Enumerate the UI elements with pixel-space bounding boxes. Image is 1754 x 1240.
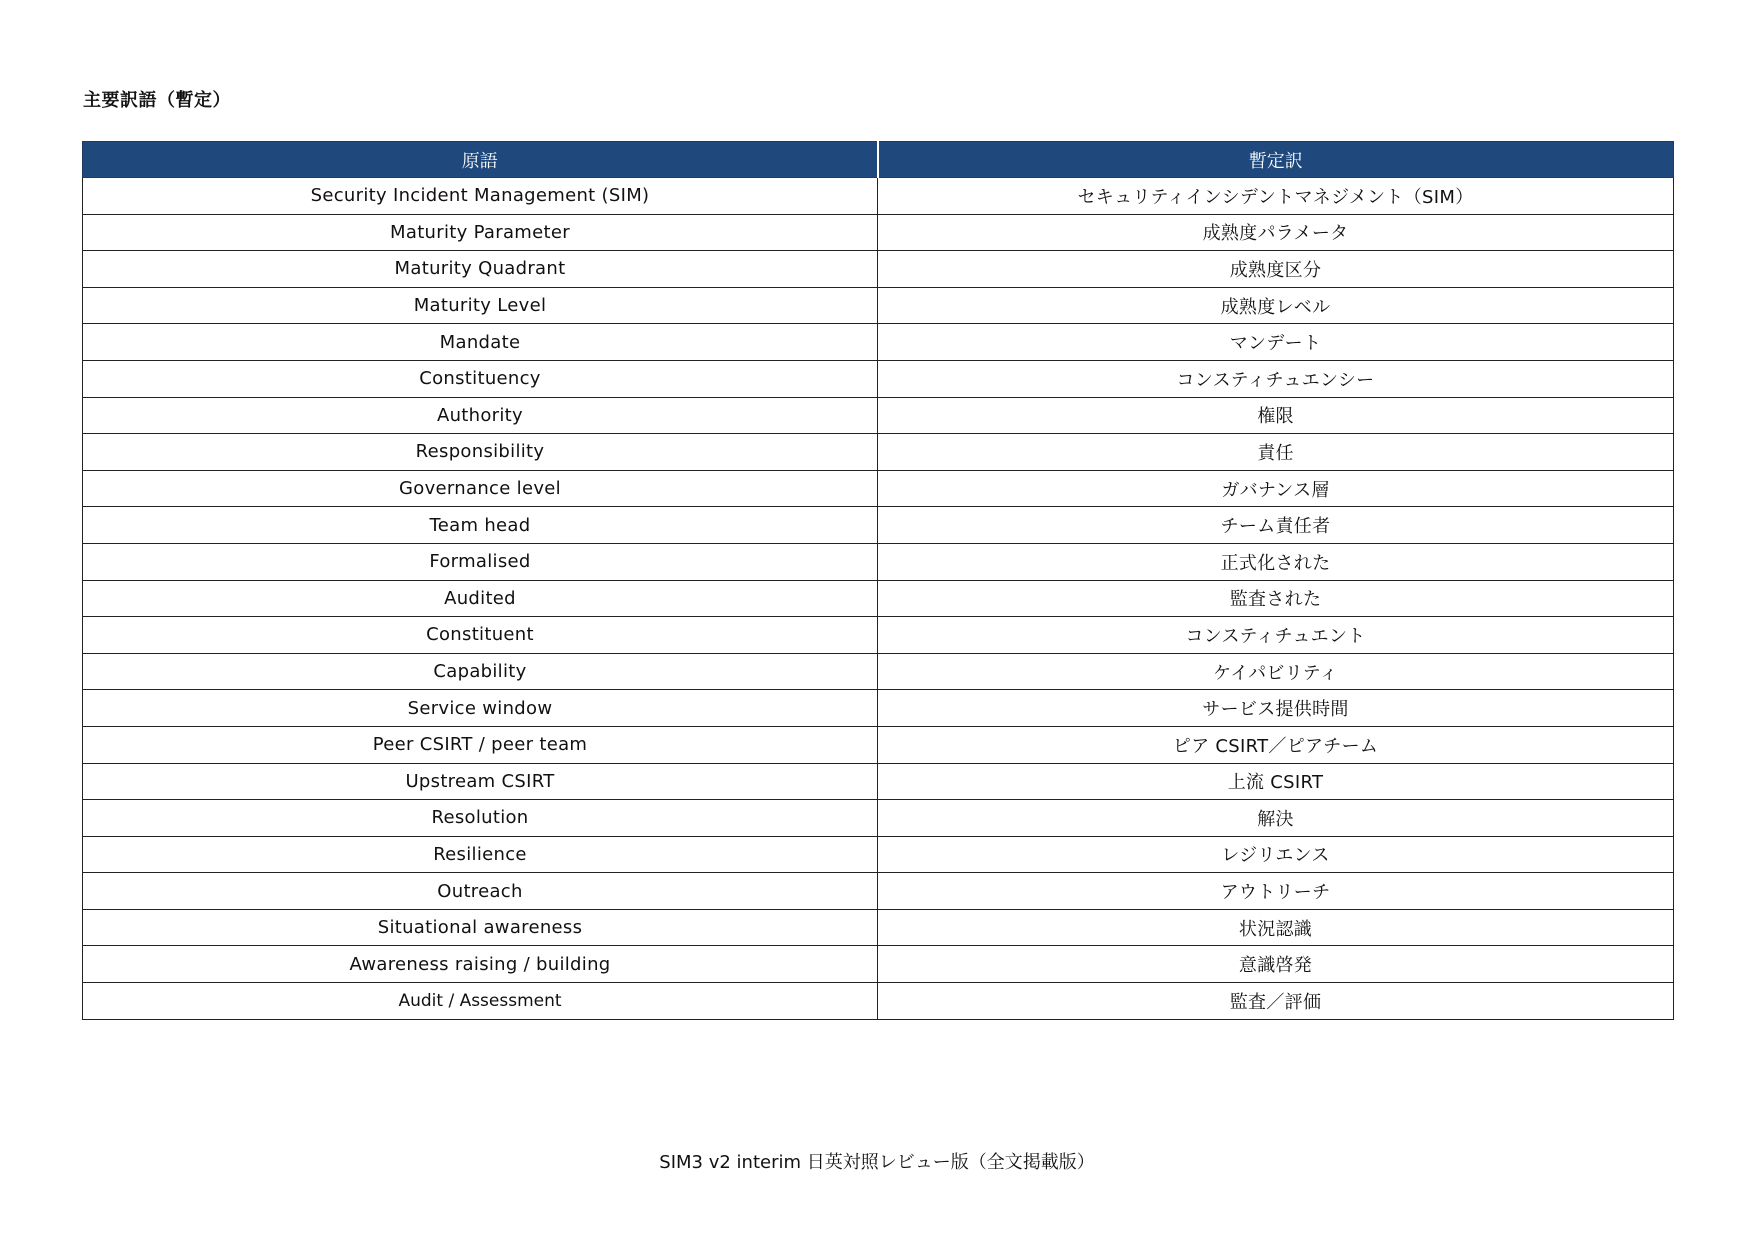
translation: マンデート	[878, 324, 1674, 361]
table-row	[83, 178, 1674, 215]
section-title: 主要訳語（暫定）	[83, 90, 231, 111]
translation: 監査／評価	[878, 983, 1674, 1020]
table-row	[83, 946, 1674, 983]
table-row	[83, 287, 1674, 324]
table-row	[83, 507, 1674, 544]
table-row	[83, 726, 1674, 763]
source-term: Constituent	[83, 617, 878, 654]
source-term: Outreach	[83, 873, 878, 910]
header-provisional-translation: 暫定訳	[878, 142, 1674, 178]
table-row	[83, 543, 1674, 580]
translation: 責任	[878, 434, 1674, 471]
translation: 成熟度区分	[878, 251, 1674, 288]
glossary-table	[82, 141, 1674, 1020]
source-term: Authority	[83, 397, 878, 434]
translation: 成熟度レベル	[878, 287, 1674, 324]
source-term: Audited	[83, 580, 878, 617]
source-term: Awareness raising / building	[83, 946, 878, 983]
translation: 状況認識	[878, 909, 1674, 946]
header-source-term: 原語	[83, 142, 878, 178]
translation: コンスティチュエント	[878, 617, 1674, 654]
source-term: Responsibility	[83, 434, 878, 471]
table-row	[83, 909, 1674, 946]
source-term: Security Incident Management (SIM)	[83, 178, 878, 215]
source-term: Formalised	[83, 543, 878, 580]
translation: サービス提供時間	[878, 690, 1674, 727]
translation: 権限	[878, 397, 1674, 434]
table-row	[83, 873, 1674, 910]
translation: 解決	[878, 800, 1674, 837]
source-term: Team head	[83, 507, 878, 544]
translation: ガバナンス層	[878, 470, 1674, 507]
table-row	[83, 324, 1674, 361]
table-row	[83, 653, 1674, 690]
translation: ケイパビリティ	[878, 653, 1674, 690]
translation: レジリエンス	[878, 836, 1674, 873]
source-term: Situational awareness	[83, 909, 878, 946]
table-row	[83, 434, 1674, 471]
table-row	[83, 580, 1674, 617]
source-term: Resolution	[83, 800, 878, 837]
translation: 成熟度パラメータ	[878, 214, 1674, 251]
translation: 正式化された	[878, 543, 1674, 580]
table-row	[83, 800, 1674, 837]
source-term: Mandate	[83, 324, 878, 361]
table-row	[83, 690, 1674, 727]
source-term: Maturity Parameter	[83, 214, 878, 251]
translation: 監査された	[878, 580, 1674, 617]
table-row	[83, 251, 1674, 288]
translation: 上流 CSIRT	[878, 763, 1674, 800]
table-header-row	[83, 142, 1674, 178]
source-term: Service window	[83, 690, 878, 727]
table-row	[83, 763, 1674, 800]
source-term: Maturity Level	[83, 287, 878, 324]
source-term: Upstream CSIRT	[83, 763, 878, 800]
source-term: Audit / Assessment	[83, 983, 878, 1020]
table-row	[83, 617, 1674, 654]
translation: コンスティチュエンシー	[878, 360, 1674, 397]
source-term: Capability	[83, 653, 878, 690]
translation: セキュリティインシデントマネジメント（SIM）	[878, 178, 1674, 215]
table-row	[83, 983, 1674, 1020]
source-term: Resilience	[83, 836, 878, 873]
translation: ピア CSIRT／ピアチーム	[878, 726, 1674, 763]
translation: チーム責任者	[878, 507, 1674, 544]
table-row	[83, 397, 1674, 434]
table-row	[83, 470, 1674, 507]
page-footer: SIM3 v2 interim 日英対照レビュー版（全文掲載版）	[659, 1152, 1095, 1173]
table-row	[83, 836, 1674, 873]
translation: 意識啓発	[878, 946, 1674, 983]
source-term: Governance level	[83, 470, 878, 507]
source-term: Peer CSIRT / peer team	[83, 726, 878, 763]
table-row	[83, 360, 1674, 397]
source-term: Maturity Quadrant	[83, 251, 878, 288]
source-term: Constituency	[83, 360, 878, 397]
translation: アウトリーチ	[878, 873, 1674, 910]
table-row	[83, 214, 1674, 251]
